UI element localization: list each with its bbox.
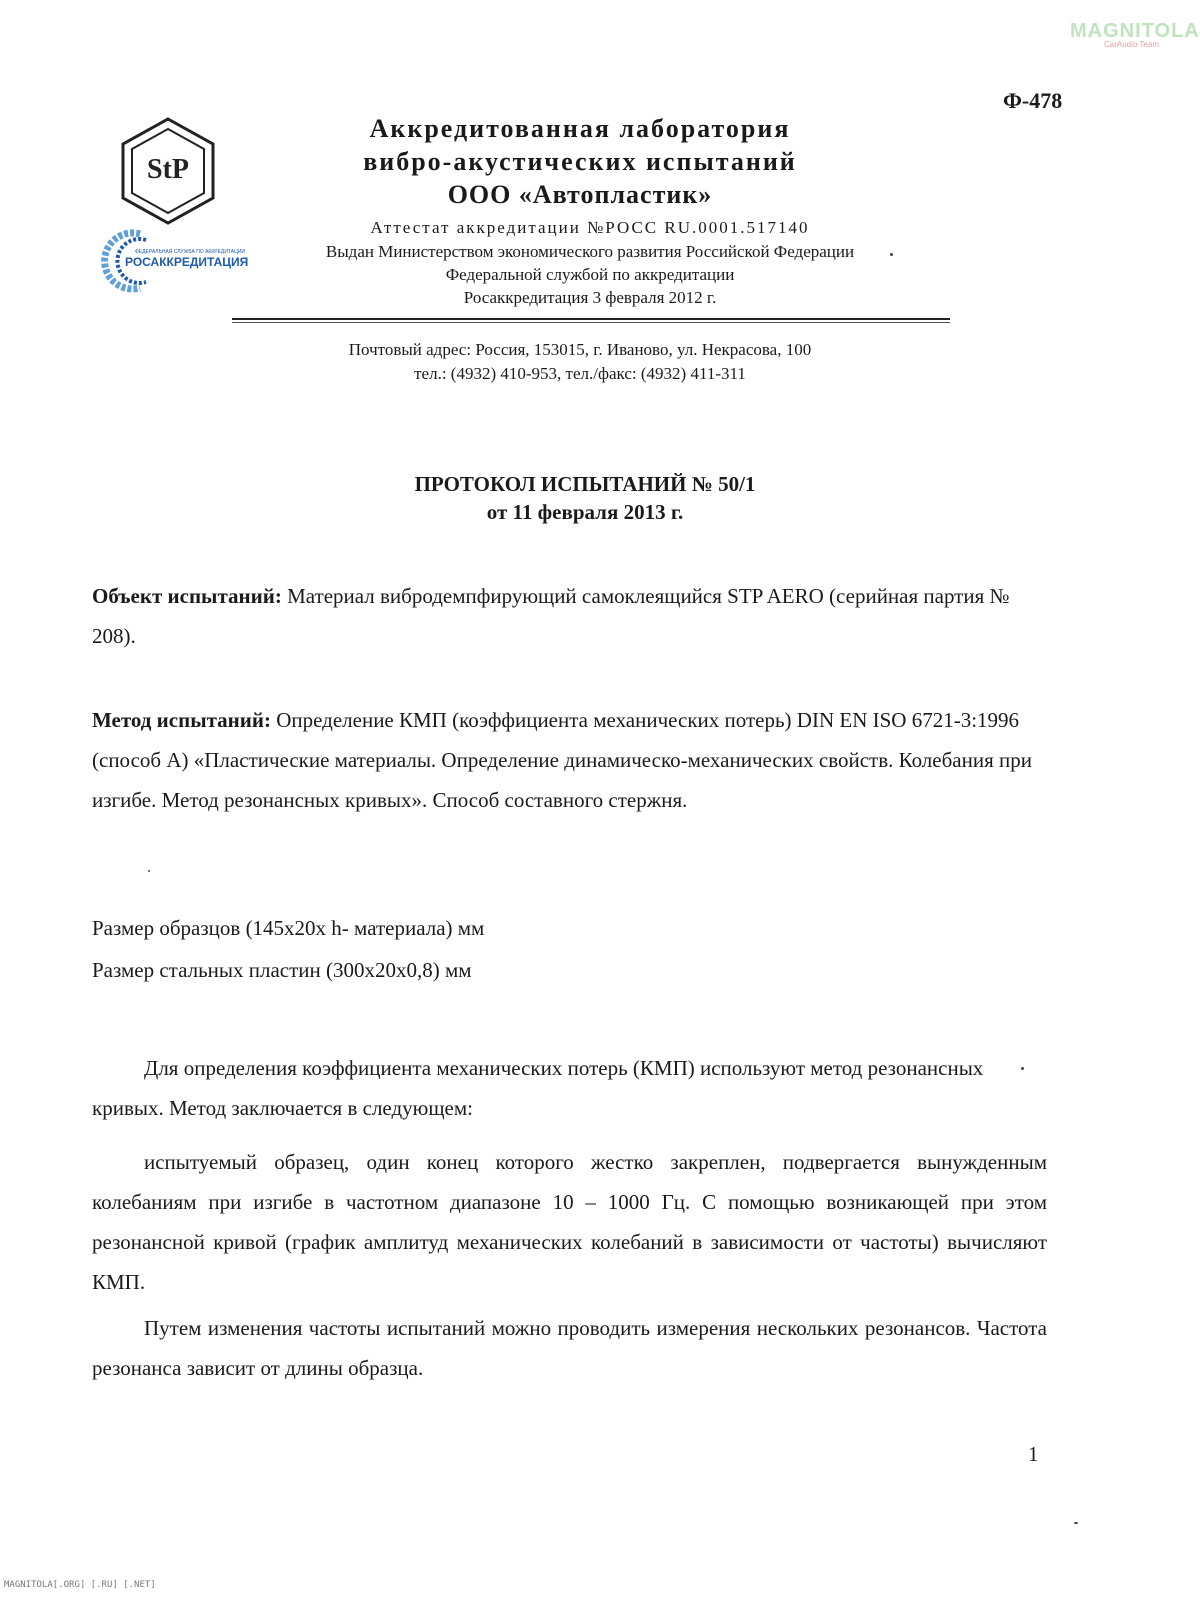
scan-speck bbox=[1074, 1522, 1078, 1524]
experiment-paragraph: испытуемый образец, один конец которого жестко закреплен, подвергается вынужденным колебаниям при изгибе в частотном диапазоне 10 – 1000 Гц. С помощью возникающей при этом резонансной кривой (график амплитуд механических колебаний в зависимости от частоты) вычисляют КМП. bbox=[92, 1150, 1047, 1294]
watermark-brand: MAGNITOLA bbox=[1070, 20, 1200, 42]
accreditation-date-line: Росаккредитация 3 февраля 2012 г. bbox=[463, 288, 717, 307]
protocol-date: от 11 февраля 2013 г. bbox=[486, 500, 684, 524]
plate-size-line: Размер стальных пластин (300х20х0,8) мм bbox=[92, 958, 472, 982]
test-object-label: Объект испытаний: bbox=[92, 584, 282, 608]
definition-paragraph: Для определения коэффициента механических потерь (КМП) используют метод резонансных кривых. Метод заключается в следующем: bbox=[92, 1056, 984, 1120]
header-rule-thin bbox=[232, 322, 950, 323]
test-object-paragraph bbox=[92, 576, 1047, 656]
footer-watermark: MAGNITOLA[.ORG] [.RU] [.NET] bbox=[4, 1580, 156, 1590]
test-method-label: Метод испытаний: bbox=[92, 708, 271, 732]
rosakkreditatsiya-label: РОСАККРЕДИТАЦИЯ bbox=[125, 255, 249, 269]
issued-by-line: Выдан Министерством экономического развития Российской Федерации bbox=[325, 242, 855, 261]
form-code: Ф-478 bbox=[1003, 88, 1063, 113]
postal-address: Почтовый адрес: Россия, 153015, г. Иваново, ул. Некрасова, 100 bbox=[348, 340, 812, 359]
lab-title-line1: Аккредитованная лаборатория bbox=[369, 114, 791, 143]
attestat-line: Аттестат аккредитации №РОСС RU.0001.517140 bbox=[370, 218, 810, 237]
watermark-subtitle: CarAudio Team bbox=[1104, 40, 1159, 49]
scan-speck bbox=[890, 253, 893, 256]
scan-speck bbox=[1021, 1067, 1024, 1070]
resonance-paragraph: Путем изменения частоты испытаний можно проводить измерения нескольких резонансов. Частота резонанса зависит от длины образца. bbox=[92, 1316, 1047, 1380]
header-rule bbox=[232, 318, 950, 320]
federal-service-line: Федеральной службой по аккредитации bbox=[445, 265, 735, 284]
sample-size-line: Размер образцов (145х20х h- материала) мм bbox=[92, 916, 485, 940]
scan-speck bbox=[148, 870, 150, 872]
rosakkreditatsiya-small-caption: ФЕДЕРАЛЬНАЯ СЛУЖБА ПО АККРЕДИТАЦИИ bbox=[135, 249, 246, 255]
stp-logo-text: StP bbox=[147, 154, 189, 185]
protocol-title: ПРОТОКОЛ ИСПЫТАНИЙ № 50/1 bbox=[414, 472, 756, 496]
lab-title-line2: вибро-акустических испытаний bbox=[363, 147, 797, 176]
test-object-text: Материал вибродемпфирующий самоклеящийся STP AERO (серийная партия № 208). bbox=[92, 584, 1010, 648]
phone-line: тел.: (4932) 410-953, тел./факс: (4932) 411-311 bbox=[414, 364, 746, 383]
page-number: 1 bbox=[1028, 1442, 1039, 1466]
lab-title-line3: ООО «Автопластик» bbox=[447, 180, 713, 209]
test-method-text: Определение КМП (коэффициента механических потерь) DIN EN ISO 6721-3:1996 (способ А) «Пластические материалы. Определение динамическо-механических свойств. Колебания при изгибе. Метод резонансных кривых». Способ составного стержня. bbox=[92, 708, 1032, 812]
test-method-paragraph bbox=[92, 700, 1047, 820]
stp-logo bbox=[118, 116, 218, 226]
